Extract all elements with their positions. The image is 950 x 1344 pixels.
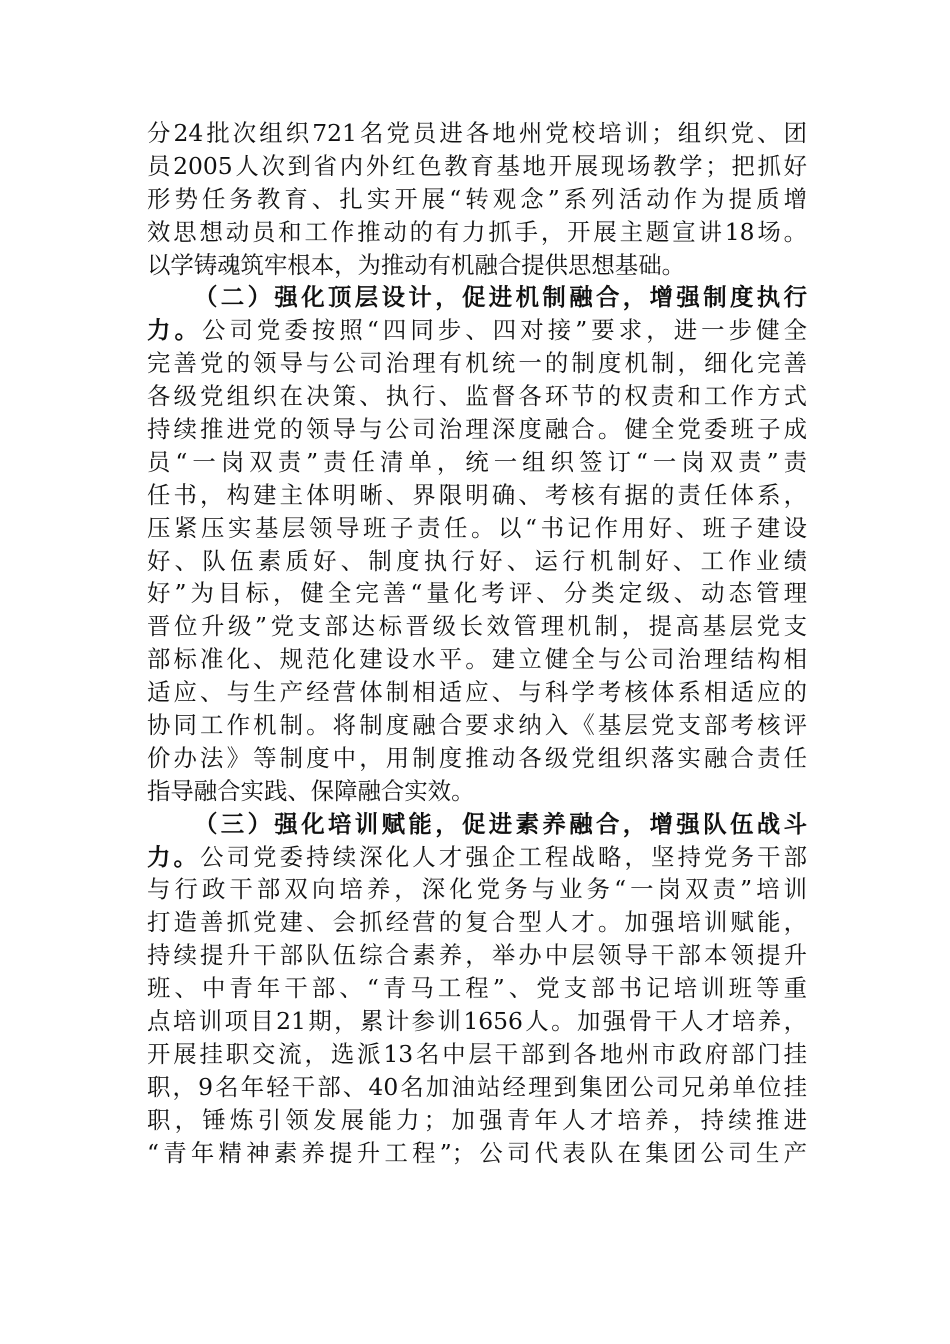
line-text: 点培训项目21期，累计参训1656人。加强骨干人才培养， [147,1007,807,1036]
text-line [147,1038,807,1071]
text-line [147,216,807,249]
text-line [147,841,807,874]
text-line [147,1005,807,1038]
text-line [147,808,807,841]
text-line [147,1071,807,1104]
line-text: 班、中青年干部、“青马工程”、党支部书记培训班等重 [147,974,807,1003]
text-line [147,775,807,808]
text-line [147,709,807,742]
text-line [147,512,807,545]
line-text: 公司党委按照“四同步、四对接”要求，进一步健全 [201,316,808,345]
line-text: 打造善抓党建、会抓经营的复合型人才。加强培训赋能， [147,908,807,937]
section-heading: （三）强化培训赋能，促进素养融合，增强队伍战斗 [194,809,807,838]
text-line [147,446,807,479]
section-heading: （二）强化顶层设计，促进机制融合，增强制度执行 [194,283,807,312]
line-text: 压紧压实基层领导班子责任。以“书记作用好、班子建设 [147,513,807,542]
line-text: 晋位升级”党支部达标晋级长效管理机制，提高基层党支 [147,612,807,641]
line-text: 适应、与生产经营体制相适应、与科学考核体系相适应的 [147,678,807,707]
line-text: 各级党组织在决策、执行、监督各环节的权责和工作方式 [147,382,807,411]
text-line [147,643,807,676]
text-line [147,742,807,775]
line-text: 分24批次组织721名党员进各地州党校培训；组织党、团 [147,119,807,147]
text-line [147,1104,807,1137]
text-line [147,676,807,709]
section-heading: 力。 [147,316,202,345]
text-line [147,380,807,413]
line-text: 以学铸魂筑牢根本，为推动有机融合提供思想基础。 [147,250,685,279]
line-text: 部标准化、规范化建设水平。建立健全与公司治理结构相 [147,645,807,674]
line-text: 协同工作机制。将制度融合要求纳入《基层党支部考核评 [147,711,807,740]
text-line [147,577,807,610]
line-text: 价办法》等制度中，用制度推动各级党组织落实融合责任 [147,743,807,772]
line-text: 职，9名年轻干部、40名加油站经理到集团公司兄弟单位挂 [147,1072,807,1101]
line-text: 任书，构建主体明晰、界限明确、考核有据的责任体系， [147,480,807,509]
text-line [147,972,807,1005]
text-line [147,545,807,578]
line-text: 持续推进党的领导与公司治理深度融合。健全党委班子成 [147,415,807,444]
line-text: 开展挂职交流，选派13名中层干部到各地州市政府部门挂 [147,1039,807,1068]
text-line [147,939,807,972]
line-text: 员2005人次到省内外红色教育基地开展现场教学；把抓好 [147,151,807,180]
line-text: 员“一岗双责”责任清单，统一组织签订“一岗双责”责 [147,447,807,476]
text-line [147,150,807,183]
text-line [147,873,807,906]
section-heading: 力。 [147,842,201,871]
text-line [147,610,807,643]
text-line [147,314,807,347]
line-text: 职，锤炼引领发展能力；加强青年人才培养，持续推进 [147,1105,807,1134]
line-text: 好、队伍素质好、制度执行好、运行机制好、工作业绩 [147,546,807,575]
text-line [147,281,807,314]
line-text: 指导融合实践、保障融合实效。 [147,776,475,805]
text-line [147,479,807,512]
text-line [147,347,807,380]
line-text: 完善党的领导与公司治理有机统一的制度机制，细化完善 [147,349,807,378]
text-line [147,249,807,282]
line-text: 持续提升干部队伍综合素养，举办中层领导干部本领提升 [147,941,807,970]
document-body [147,117,807,1170]
text-line [147,117,807,150]
line-text: 形势任务教育、扎实开展“转观念”系列活动作为提质增 [147,184,807,213]
text-line [147,183,807,216]
text-line [147,1137,807,1170]
line-text: 公司党委持续深化人才强企工程战略，坚持党务干部 [200,842,808,871]
text-line [147,413,807,446]
line-text: “青年精神素养提升工程”；公司代表队在集团公司生产 [147,1138,807,1167]
line-text: 好”为目标，健全完善“量化考评、分类定级、动态管理 [147,579,807,608]
text-line [147,906,807,939]
line-text: 效思想动员和工作推动的有力抓手，开展主题宣讲18场。 [147,217,807,246]
line-text: 与行政干部双向培养，深化党务与业务“一岗双责”培训 [147,875,807,904]
